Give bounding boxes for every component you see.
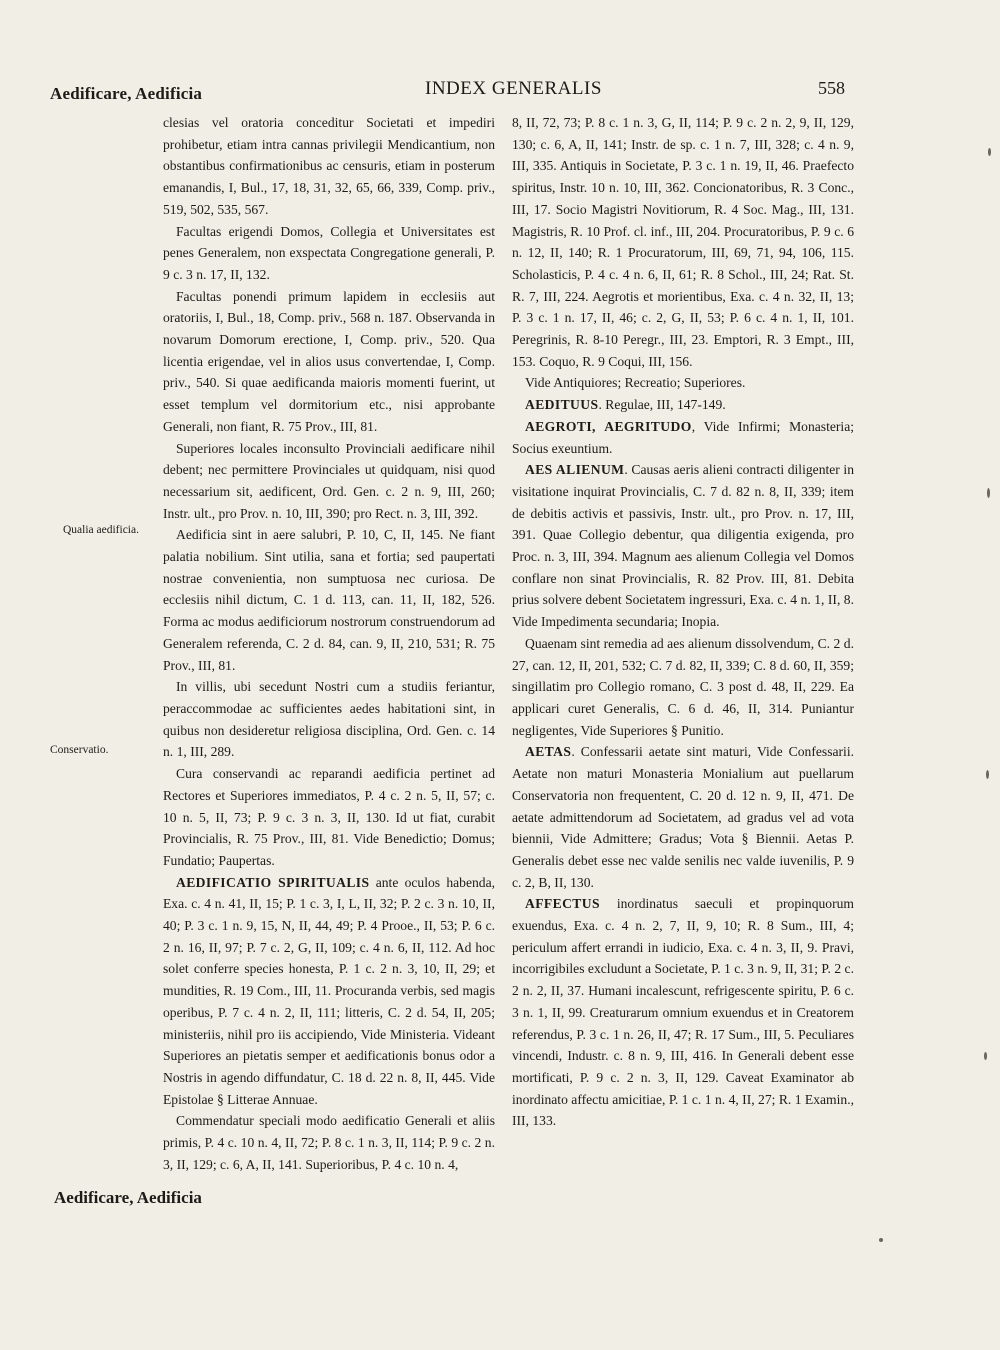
right-entry-aedituus: AEDITUUS. Regulae, III, 147-149. — [525, 397, 726, 413]
right-entry-aegroti: AEGROTI, AEGRITUDO, Vide Infirmi; Monasteria; Socius exeuntium. — [512, 418, 855, 456]
margin-note-qualia: Qualia aedificia. — [63, 524, 139, 536]
footer-catchword: Aedificare, Aedificia — [54, 1188, 202, 1207]
entry-headword: AFFECTUS — [525, 896, 600, 912]
scan-speck — [988, 148, 991, 156]
entry-headword: AEGROTI, AEGRITUDO — [525, 418, 692, 434]
running-head-title: INDEX GENERALIS — [425, 78, 602, 99]
right-entry-aes-alienum: AES ALIENUM. Causas aeris alieni contracti diligenter in visitatione inquirat Provincialis, C. 7 d. 82 n. 8, II, 339; item de debitis activis et passivis, Instr. ult., pro Prov. n. 17, III, 391. Quae Collegio debentur, qua diligentia exigenda, pro Proc. n. 3, III, 394. Magnum aes alienum Collegia vel Domos conflare non sinat Provincialis, R. 82 Prov. III, 81. Debita prius solvere debent Societatem ingressuri, Exa. c. 4 n. 1, II, 8. Vide Impedimenta secundaria; Inopia. — [512, 462, 854, 630]
entry-headword: AETAS — [525, 744, 572, 760]
left-paragraph-4: Superiores locales inconsulto Provinciali aedificare nihil debent; nec permittere Provinciales ut quidquam, nisi quod necessarium sit, aedificent, Ord. Gen. c. 2 n. 9, III, 260; Instr. ult., pro Prov. n. 10, III, 390; pro Rect. n. 3, III, 392. — [163, 440, 495, 521]
left-paragraph-1: clesias vel oratoria conceditur Societati et impediri prohibetur, etiam intra cannas privilegii Mendicantium, non obstantibus confirmationibus ac censuris, etiam in posterum emanandis, I, Bul., 17, 18, 31, 32, 65, 66, 339, Comp. priv., 519, 502, 535, 567. — [163, 115, 495, 217]
page-number: 558 — [818, 78, 845, 98]
right-paragraph-6: Quaenam sint remedia ad aes alienum dissolvendum, C. 2 d. 27, can. 12, II, 201, 532; C. 7 d. 82, II, 339; C. 8 d. 60, II, 359; singillatim pro Collegio romano, C. 3 post d. 48, II, 229. Ea applicari curet Generalis, C. 6 d. 46, II, 314. Puniantur negligentes, Vide Superiores § Punitio. — [512, 635, 854, 738]
entry-headword: AEDIFICATIO SPIRITUALIS — [176, 874, 370, 890]
margin-note-conservatio: Conservatio. — [50, 744, 109, 756]
right-paragraph-1: 8, II, 72, 73; P. 8 c. 1 n. 3, G, II, 114; P. 9 c. 2 n. 2, 9, II, 129, 130; c. 6, A, II, 141; Instr. de sp. c. 1 n. 7, III, 328; c. 4 n. 9, III, 335. Antiquis in Societate, P. 3 c. 1 n. 19, II, 46. Praefecto spiritus, Instr. 10 n. 10, III, 362. Concionatoribus, R. 3 Conc., III, 17. Socio Magistri Novitiorum, R. 4 Soc. Mag., III, 131. Magistris, R. 10 Prof. cl. inf., III, 204. Procuratoribus, P. 9 c. 6 n. 12, II, 140; R. 1 Procuratorum, III, 69, 71, 94, 106, 115. Scholasticis, P. 4 c. 4 n. 6, II, 61; R. 8 Schol., III, 24; Rat. St. R. 7, III, 224. Aegrotis et morientibus, Exa. c. 4 n. 32, II, 13; P. 3 c. 1 n. 17, II, 46; c. 2, G, II, 53; P. 6 c. 4 n. 1, II, 101. Peregrinis, R. 8-10 Peregr., III, 23. Emptori, R. 3 Empt., III, 153. Coquo, R. 9 Coqui, III, 156. — [512, 115, 854, 369]
right-column — [512, 112, 854, 1132]
scan-speck — [986, 770, 989, 779]
entry-headword: AES ALIENUM — [525, 462, 625, 478]
scan-speck — [984, 1052, 987, 1060]
scan-speck — [879, 1238, 883, 1242]
right-paragraph-2: Vide Antiquiores; Recreatio; Superiores. — [525, 375, 746, 391]
right-entry-aetas: AETAS. Confessarii aetate sint maturi, Vide Confessarii. Aetate non maturi Monasteria Monialium aut puellarum Conservatoria non frequentent, C. 20 d. 12 n. 9, II, 471. De aetate admittendorum ad Societatem, ad gradus vel ad vota biennii, Vide Admittere; Gradus; Vota § Biennii. Aetas P. Generalis debet esse nec valde senilis nec valde iuvenilis, P. 9 c. 2, B, II, 130. — [512, 744, 854, 890]
entry-headword: AEDITUUS — [525, 397, 599, 413]
right-entry-affectus: AFFECTUS inordinatus saeculi et propinquorum exuendus, Exa. c. 4 n. 2, 7, II, 9, 10; R. 8 Sum., III, 4; periculum affert errandi in iudicio, Exa. c. 4 n. 3, II, 9. Pravi, incorrigibiles excludunt a Societate, P. 1 c. 3 n. 9, II, 31; P. 2 c. 2 n. 2, II, 37. Humani incalescunt, refrigescente spiritu, P. 6 c. 3 n. 1, II, 99. Creaturarum omnium exuendus et in Creatorem referendus, P. 3 c. 1 n. 26, II, 47; R. 17 Sum., III, 5. Peculiares vincendi, Industr. c. 8 n. 9, III, 416. In Generali debent esse mortificati, P. 9 c. 2 n. 3, II, 129. Caveat Examinator ab inordinato affectu amicitiae, P. 1 c. 1 n. 4, II, 27; R. 1 Examin., III, 133. — [512, 896, 854, 1129]
left-paragraph-9: Commendatur speciali modo aedificatio Generali et aliis primis, P. 4 c. 10 n. 4, II, 72; P. 8 c. 1 n. 3, II, 114; P. 9 c. 2 n. 3, II, 129; c. 6, A, II, 141. Superioribus, P. 4 c. 10 n. 4, — [163, 1113, 495, 1172]
left-paragraph-3: Facultas ponendi primum lapidem in ecclesiis aut oratoriis, I, Bul., 18, Comp. priv., 568 n. 187. Observanda in novarum Domorum erectione, I, Comp. priv., 520. Qua licentia erigendae, vel in alios usus convertendae, I, Comp. priv., 540. Si quae aedificanda maioris momenti fuerint, ut esset templum vel dormitorium etc., nisi approbante Generali, non fiant, R. 75 Prov., III, 81. — [163, 288, 495, 434]
left-paragraph-7: Cura conservandi ac reparandi aedificia pertinet ad Rectores et Superiores immediatos, P. 4 c. 2 n. 5, II, 57; c. 10 n. 5, II, 73; P. 9 c. 3 n. 3, II, 130. Id ut fiat, curabit Provincialis, R. 75 Prov., III, 81. Vide Benedictio; Domus; Fundatio; Paupertas. — [163, 766, 495, 868]
running-head-left: Aedificare, Aedificia — [50, 84, 203, 103]
left-paragraph-6: In villis, ubi secedunt Nostri cum a studiis feriantur, peraccommodae ac sufficientes aedes habitationi sint, in quibus non desideretur religiosa disciplina, Ord. Gen. c. 14 n. 1, III, 289. — [163, 679, 495, 760]
left-paragraph-5: Aedificia sint in aere salubri, P. 10, C, II, 145. Ne fiant palatia nobilium. Sint utilia, sana et fortia; sed paupertati nostrae convenientia, non sumptuosa nec curiosa. De ecclesiis nihil dictum, C. 1 d. 113, can. 11, II, 182, 526. Forma ac modus aedificiorum nostrorum construendorum ad Generalem referenda, C. 2 d. 84, can. 9, II, 210, 531; R. 75 Prov., III, 81. — [163, 527, 495, 673]
left-paragraph-2: Facultas erigendi Domos, Collegia et Universitates est penes Generalem, non exspectata Congregatione generali, P. 9 c. 3 n. 17, II, 132. — [163, 223, 495, 282]
scan-speck — [987, 488, 990, 498]
left-column — [163, 112, 495, 1175]
left-entry-aedificatio: AEDIFICATIO SPIRITUALIS ante oculos habenda, Exa. c. 4 n. 41, II, 15; P. 1 c. 3, I, L, II, 32; P. 2 c. 3 n. 10, II, 40; P. 3 c. 1 n. 9, 15, N, II, 44, 49; P. 4 Prooe., II, 53; P. 6 c. 2 n. 16, II, 97; P. 7 c. 2, G, II, 109; c. 4 n. 6, II, 112. Ad hoc solet conferre species honesta, P. 1 c. 2 n. 3, 10, II, 29; et mundities, R. 19 Com., III, 11. Procuranda verbis, sed magis operibus, P. 7 c. 4 n. 2, II, 111; litteris, C. 2 d. 54, II, 205; ministeriis, nihil pro iis accipiendo, Vide Ministeria. Videant Superiores an pietatis semper et aedificationis bonus odor a Nostris in agendo diffundatur, C. 18 d. 22 n. 8, II, 445. Vide Epistolae § Litterae Annuae. — [163, 874, 496, 1107]
